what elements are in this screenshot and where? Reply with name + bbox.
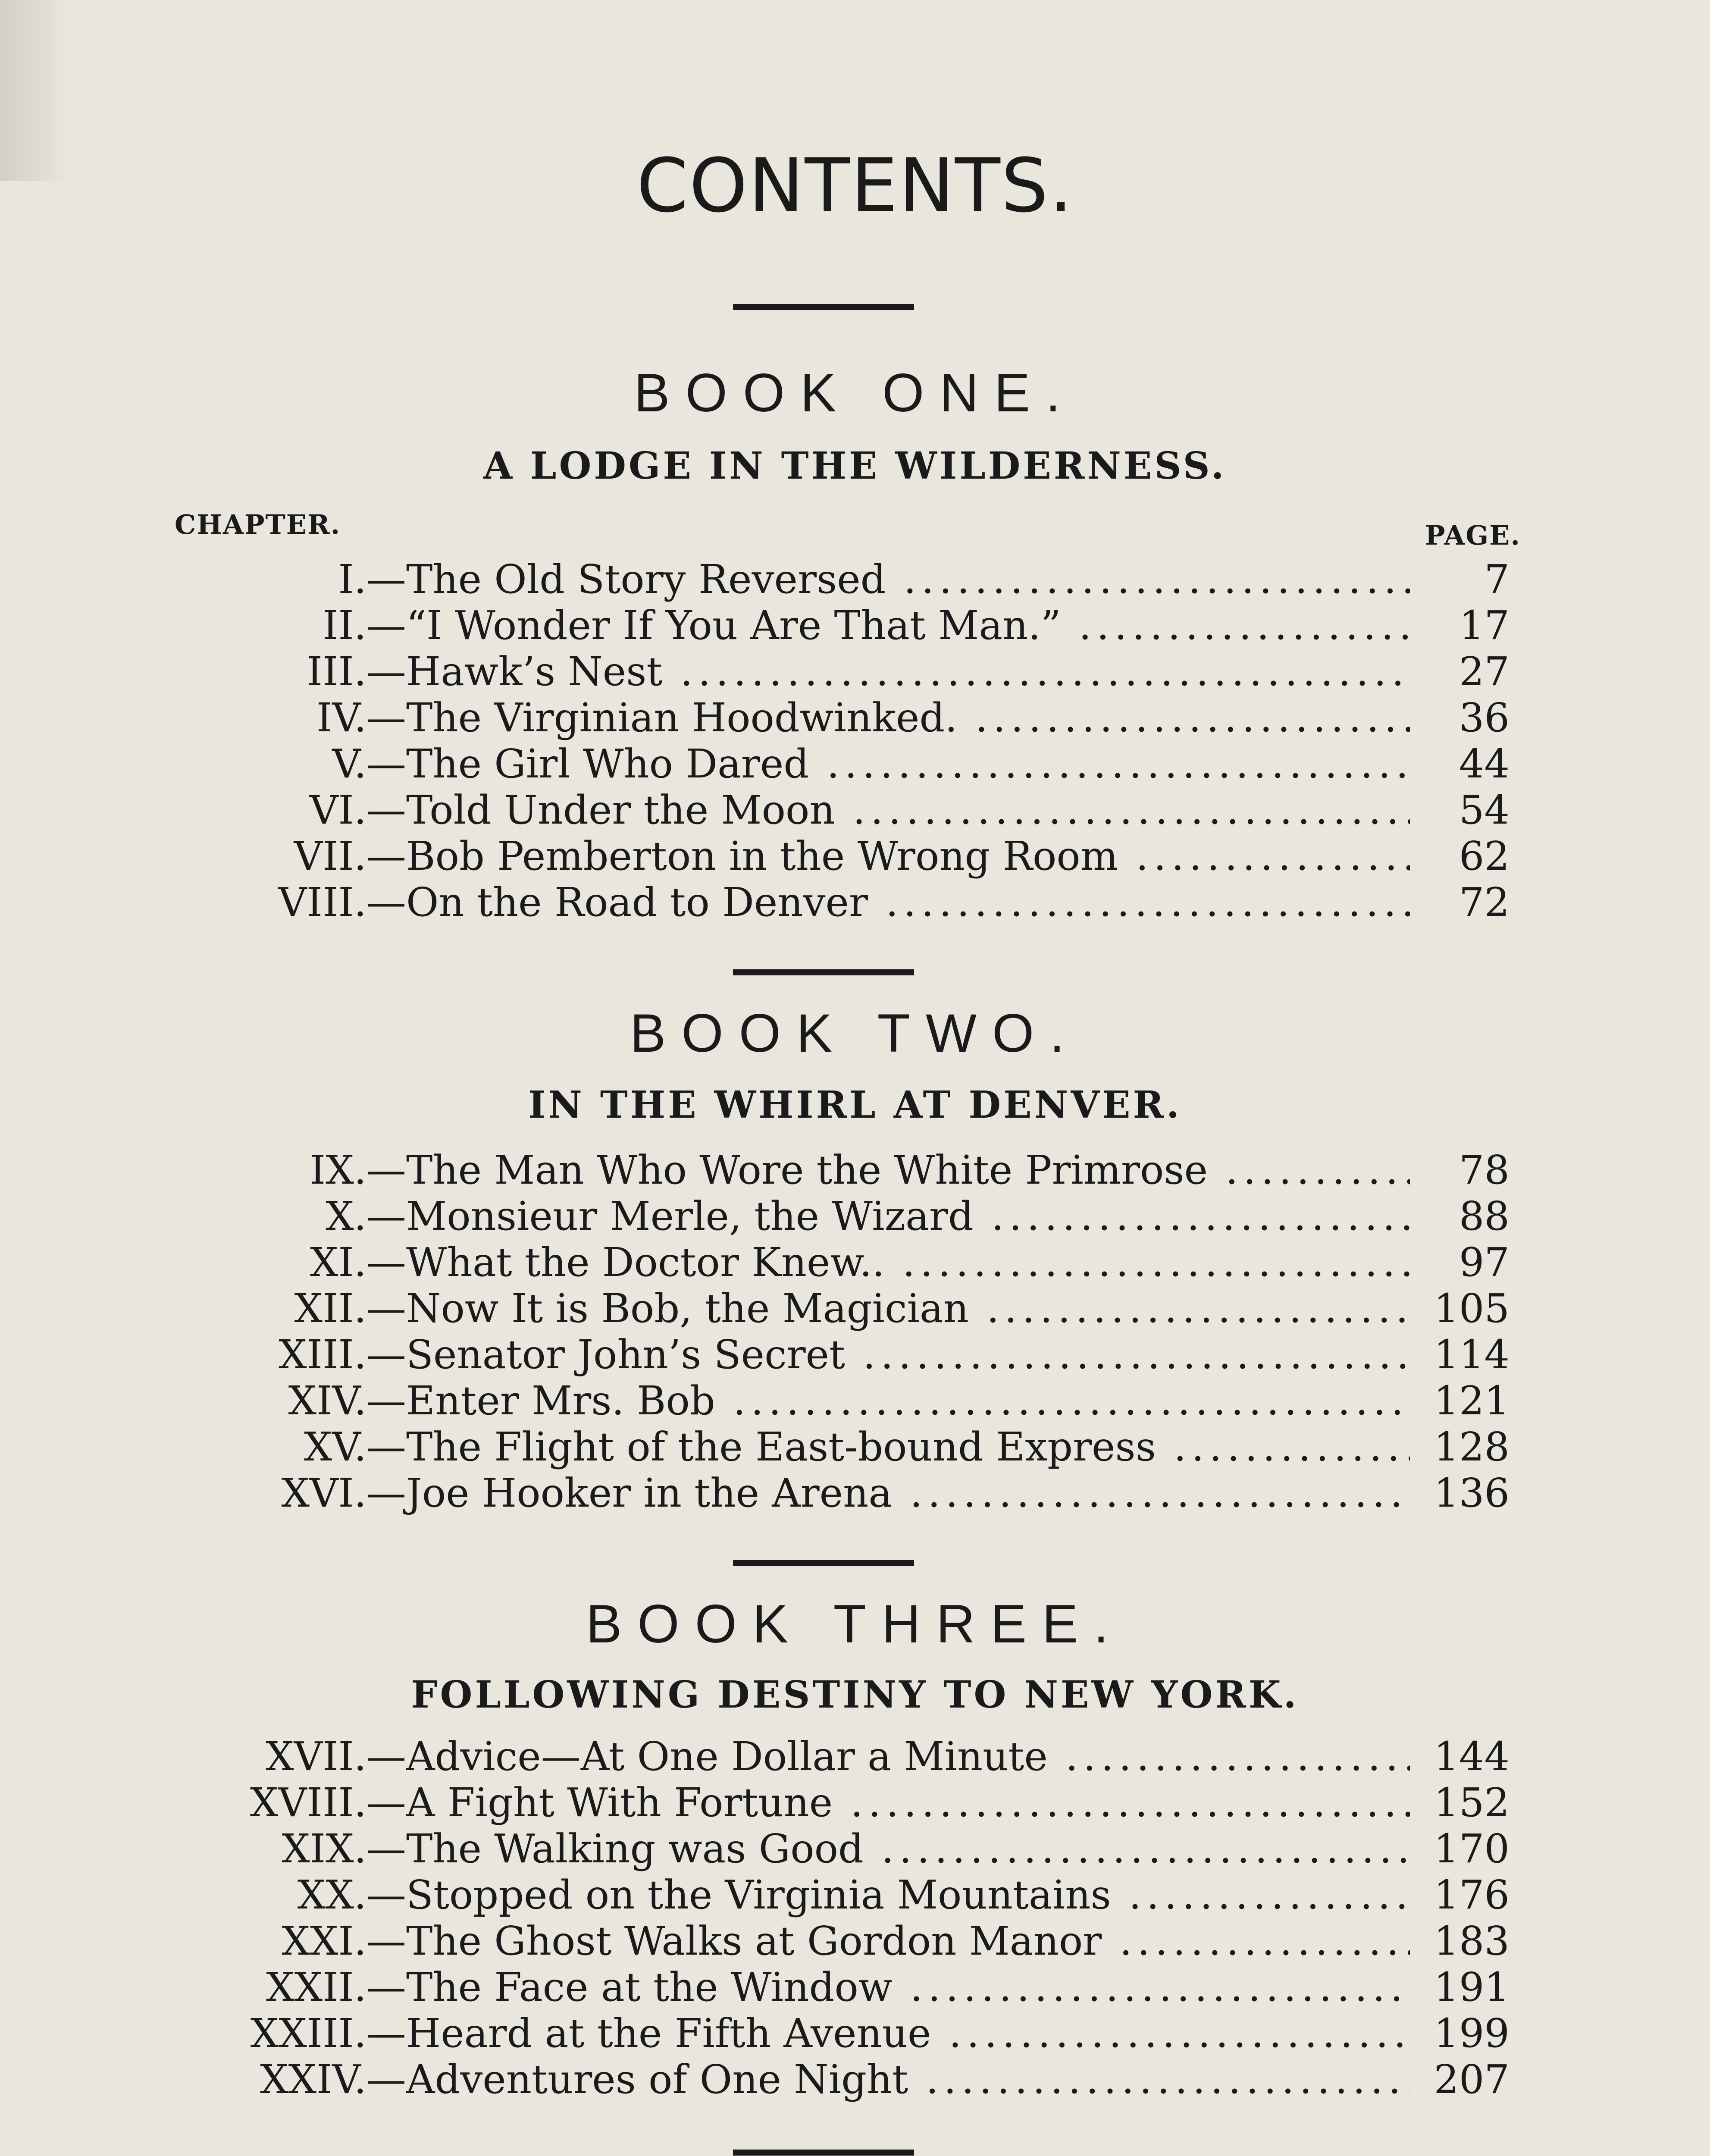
chapter-number: VIII. xyxy=(278,879,366,925)
chapter-number: XVII. xyxy=(266,1733,366,1780)
toc-entry xyxy=(0,1470,1710,1516)
toc-entry xyxy=(0,649,1710,695)
chapter-title: —Told Under the Moon ..... xyxy=(366,787,1410,833)
page-number: 199 xyxy=(1415,2010,1510,2056)
toc-section xyxy=(0,556,1710,925)
page-number: 170 xyxy=(1415,1826,1510,1872)
chapter-title: —Heard at the Fifth Avenue ..... xyxy=(366,2010,1410,2056)
toc-entry xyxy=(0,1424,1710,1470)
toc-entry xyxy=(0,1918,1710,1964)
chapter-title: —The Man Who Wore the White Primrose ..... xyxy=(366,1147,1410,1193)
page-number: 7 xyxy=(1415,556,1510,602)
book-heading: BOOK ONE. xyxy=(634,363,1076,423)
toc-entry xyxy=(0,741,1710,787)
page-number: 121 xyxy=(1415,1378,1510,1424)
page-number: 44 xyxy=(1415,741,1510,787)
divider-rule xyxy=(733,2150,914,2156)
chapter-title: —Hawk’s Nest ..... xyxy=(366,649,1410,695)
chapter-title: —The Old Story Reversed ..... xyxy=(366,556,1410,602)
page-number: 88 xyxy=(1415,1193,1510,1239)
chapter-title: —Stopped on the Virginia Mountains ..... xyxy=(366,1872,1410,1918)
chapter-title: —A Fight With Fortune ..... xyxy=(366,1780,1410,1826)
chapter-title: —The Girl Who Dared ..... xyxy=(366,741,1410,787)
page-number: 176 xyxy=(1415,1872,1510,1918)
chapter-number: XV. xyxy=(304,1424,366,1470)
toc-entry xyxy=(0,1285,1710,1332)
chapter-number: XIX. xyxy=(282,1826,366,1872)
chapter-title: —The Walking was Good ..... xyxy=(366,1826,1410,1872)
toc-entry xyxy=(0,1147,1710,1193)
chapter-title: —The Virginian Hoodwinked. ..... xyxy=(366,695,1410,741)
chapter-number: X. xyxy=(326,1193,366,1239)
page-column-label: PAGE. xyxy=(1425,520,1521,551)
chapter-number: XXIV. xyxy=(260,2056,366,2103)
toc-entry xyxy=(0,1193,1710,1239)
divider-rule xyxy=(733,969,914,975)
chapter-number: IX. xyxy=(310,1147,366,1193)
book-heading: BOOK THREE. xyxy=(586,1594,1124,1654)
toc-entry xyxy=(0,879,1710,925)
chapter-title: —Enter Mrs. Bob ..... xyxy=(366,1378,1410,1424)
page-number: 191 xyxy=(1415,1964,1510,2010)
chapter-title: —On the Road to Denver ..... xyxy=(366,879,1410,925)
chapter-number: IV. xyxy=(316,695,366,741)
chapter-number: III. xyxy=(307,649,366,695)
page-number: 128 xyxy=(1415,1424,1510,1470)
chapter-title: —What the Doctor Knew.. ..... xyxy=(366,1239,1410,1285)
page-number: 136 xyxy=(1415,1470,1510,1516)
chapter-number: XXIII. xyxy=(250,2010,366,2056)
toc-section xyxy=(0,1147,1710,1516)
page-number: 62 xyxy=(1415,833,1510,879)
book-subtitle: IN THE WHIRL AT DENVER. xyxy=(528,1083,1182,1127)
toc-entry xyxy=(0,695,1710,741)
page-number: 97 xyxy=(1415,1239,1510,1285)
chapter-number: XXII. xyxy=(266,1964,366,2010)
page-number: 144 xyxy=(1415,1733,1510,1780)
book-heading: BOOK TWO. xyxy=(630,1003,1080,1063)
book-subtitle: FOLLOWING DESTINY TO NEW YORK. xyxy=(411,1673,1299,1717)
chapter-number: V. xyxy=(332,741,366,787)
toc-entry xyxy=(0,787,1710,833)
page-number: 72 xyxy=(1415,879,1510,925)
chapter-title: —Advice—At One Dollar a Minute ..... xyxy=(366,1733,1410,1780)
chapter-number: XI. xyxy=(310,1239,366,1285)
page-number: 207 xyxy=(1415,2056,1510,2103)
toc-entry xyxy=(0,1332,1710,1378)
chapter-number: VI. xyxy=(309,787,366,833)
toc-entry xyxy=(0,1872,1710,1918)
chapter-column-label: CHAPTER. xyxy=(175,509,341,540)
toc-entry xyxy=(0,1239,1710,1285)
chapter-number: XX. xyxy=(297,1872,366,1918)
chapter-number: XIII. xyxy=(279,1332,366,1378)
chapter-number: XXI. xyxy=(282,1918,366,1964)
chapter-number: I. xyxy=(338,556,366,602)
page-number: 36 xyxy=(1415,695,1510,741)
page-number: 152 xyxy=(1415,1780,1510,1826)
page-number: 78 xyxy=(1415,1147,1510,1193)
chapter-title: —The Face at the Window ..... xyxy=(366,1964,1410,2010)
page-title: CONTENTS. xyxy=(636,142,1074,229)
chapter-title: —Monsieur Merle, the Wizard ..... xyxy=(366,1193,1410,1239)
chapter-title: —Now It is Bob, the Magician ..... xyxy=(366,1285,1410,1332)
toc-entry xyxy=(0,556,1710,602)
chapter-number: XVIII. xyxy=(250,1780,366,1826)
chapter-number: XII. xyxy=(294,1285,366,1332)
chapter-title: —“I Wonder If You Are That Man.” ..... xyxy=(366,602,1410,649)
chapter-title: —The Flight of the East-bound Express ..... xyxy=(366,1424,1410,1470)
toc-entry xyxy=(0,602,1710,649)
chapter-title: —The Ghost Walks at Gordon Manor ..... xyxy=(366,1918,1410,1964)
chapter-number: XVI. xyxy=(281,1470,366,1516)
book-subtitle: A LODGE IN THE WILDERNESS. xyxy=(483,444,1227,488)
page-number: 183 xyxy=(1415,1918,1510,1964)
chapter-title: —Senator John’s Secret ..... xyxy=(366,1332,1410,1378)
chapter-title: —Bob Pemberton in the Wrong Room ..... xyxy=(366,833,1410,879)
page-number: 54 xyxy=(1415,787,1510,833)
toc-entry xyxy=(0,1378,1710,1424)
chapter-number: XIV. xyxy=(288,1378,366,1424)
chapter-number: VII. xyxy=(294,833,366,879)
page-number: 27 xyxy=(1415,649,1510,695)
page-number: 17 xyxy=(1415,602,1510,649)
toc-section xyxy=(0,1733,1710,2103)
toc-entry xyxy=(0,833,1710,879)
toc-entry xyxy=(0,1964,1710,2010)
page-number: 114 xyxy=(1415,1332,1510,1378)
page-number: 105 xyxy=(1415,1285,1510,1332)
chapter-title: —Joe Hooker in the Arena ..... xyxy=(366,1470,1410,1516)
toc-entry xyxy=(0,1780,1710,1826)
toc-entry xyxy=(0,2010,1710,2056)
chapter-title: —Adventures of One Night ..... xyxy=(366,2056,1410,2103)
toc-entry xyxy=(0,2056,1710,2103)
divider-rule xyxy=(733,304,914,310)
chapter-number: II. xyxy=(323,602,366,649)
divider-rule xyxy=(733,1560,914,1566)
toc-entry xyxy=(0,1733,1710,1780)
toc-entry xyxy=(0,1826,1710,1872)
